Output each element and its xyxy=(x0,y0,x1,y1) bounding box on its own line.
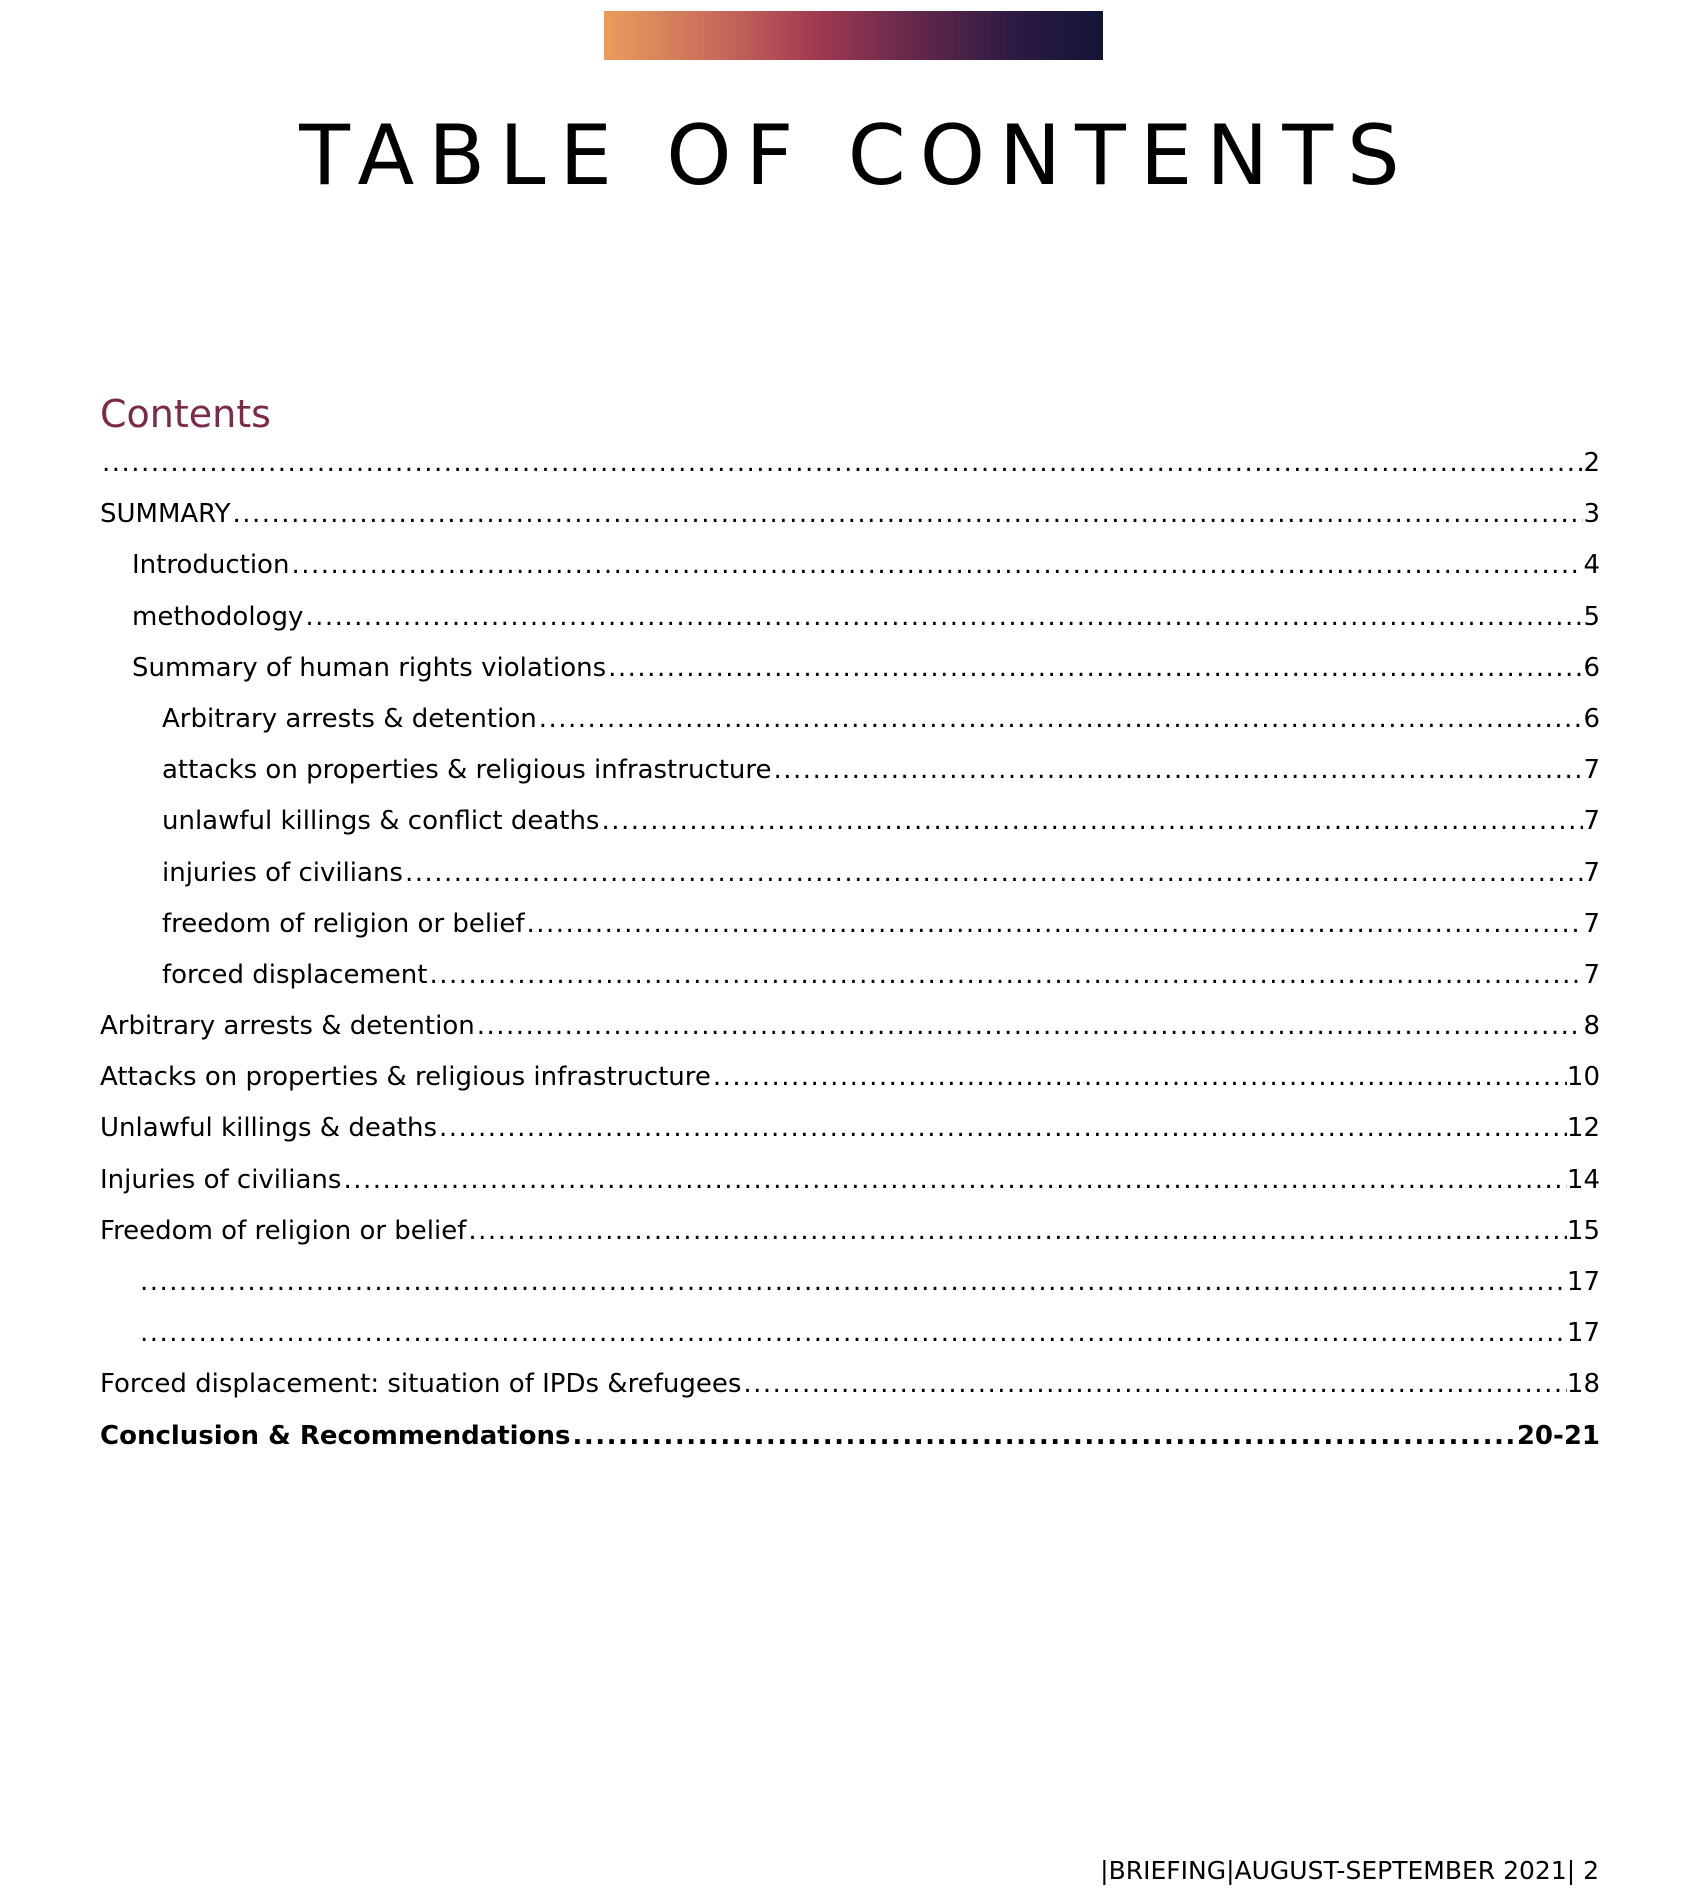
toc-entry-text: freedom of religion or belief xyxy=(162,908,525,939)
toc-entry-methodology[interactable] xyxy=(100,592,1600,643)
toc-page-number: 14 xyxy=(1566,1164,1600,1195)
table-of-contents xyxy=(100,438,1600,1462)
toc-leader-dots xyxy=(741,1359,1567,1410)
toc-page-number: 10 xyxy=(1566,1062,1600,1093)
toc-leader-dots xyxy=(230,489,1583,540)
toc-entry-forced-displacement[interactable] xyxy=(100,1359,1600,1410)
toc-leader-dots xyxy=(711,1052,1567,1103)
toc-entry-text: Arbitrary arrests & detention xyxy=(100,1011,475,1042)
toc-page-number: 6 xyxy=(1583,703,1600,734)
toc-entry-text: Freedom of religion or belief xyxy=(100,1215,467,1246)
toc-entry-introduction[interactable] xyxy=(100,540,1600,591)
toc-leader-dots xyxy=(289,540,1583,591)
toc-entry-text: Introduction xyxy=(132,550,290,581)
toc-entry-text: unlawful killings & conflict deaths xyxy=(162,806,600,837)
toc-leader-dots xyxy=(570,1411,1516,1462)
toc-leader-dots xyxy=(466,1206,1567,1257)
toc-page-number: 17 xyxy=(1566,1318,1600,1349)
toc-entry-text: Attacks on properties & religious infrastructure xyxy=(100,1062,711,1093)
toc-leader-dots xyxy=(537,694,1584,745)
toc-entry-sub-freedom-of-religion[interactable] xyxy=(100,899,1600,950)
toc-entry-unnamed[interactable] xyxy=(100,1257,1600,1308)
toc-page-number: 7 xyxy=(1583,857,1600,888)
toc-page-number: 2 xyxy=(1583,448,1600,478)
toc-leader-dots xyxy=(437,1103,1567,1154)
toc-entry-text: attacks on properties & religious infrastructure xyxy=(162,755,772,786)
toc-entry-sub-unlawful-killings[interactable] xyxy=(100,796,1600,847)
toc-page-number: 17 xyxy=(1566,1267,1600,1297)
toc-page-number: 18 xyxy=(1566,1369,1600,1400)
toc-entry-injuries[interactable] xyxy=(100,1155,1600,1206)
toc-entry-text: Arbitrary arrests & detention xyxy=(162,703,537,734)
decorative-gradient-bar xyxy=(604,11,1103,60)
toc-page-number: 7 xyxy=(1583,959,1600,990)
toc-page-number: 5 xyxy=(1583,601,1600,632)
toc-page-number: 6 xyxy=(1583,652,1600,683)
toc-leader-dots xyxy=(599,796,1583,847)
toc-entry-freedom-of-religion[interactable] xyxy=(100,1206,1600,1257)
toc-entry-sub-arbitrary-arrests[interactable] xyxy=(100,694,1600,745)
toc-entry-attacks-on-properties[interactable] xyxy=(100,1052,1600,1103)
toc-entry-conclusion[interactable] xyxy=(100,1411,1600,1462)
toc-leader-dots xyxy=(606,643,1583,694)
toc-leader-dots xyxy=(341,1155,1566,1206)
toc-entry-sub-injuries[interactable] xyxy=(100,848,1600,899)
toc-page-number: 7 xyxy=(1583,908,1600,939)
toc-entry-text: Injuries of civilians xyxy=(100,1164,342,1195)
toc-leader-dots xyxy=(525,899,1584,950)
toc-page-number: 4 xyxy=(1583,550,1600,581)
toc-entry-text: forced displacement xyxy=(162,959,428,990)
toc-entry-sub-forced-displacement[interactable] xyxy=(100,950,1600,1001)
page-title: TABLE OF CONTENTS xyxy=(299,107,1414,204)
toc-entry-sub-attacks-on-properties[interactable] xyxy=(100,745,1600,796)
toc-leader-dots xyxy=(100,438,1583,489)
toc-leader-dots xyxy=(303,592,1583,643)
toc-entry-text: SUMMARY xyxy=(100,499,231,530)
toc-entry-text: injuries of civilians xyxy=(162,857,403,888)
page-footer: |BRIEFING|AUGUST-SEPTEMBER 2021| 2 xyxy=(1100,1856,1599,1885)
toc-entry-unnamed[interactable] xyxy=(100,1308,1600,1359)
toc-entry-text: Unlawful killings & deaths xyxy=(100,1113,437,1144)
toc-entry-summary-of-violations[interactable] xyxy=(100,643,1600,694)
contents-heading: Contents xyxy=(100,392,271,436)
toc-leader-dots xyxy=(138,1308,1567,1359)
toc-entry-summary[interactable] xyxy=(100,489,1600,540)
toc-entry-text: Forced displacement: situation of IPDs &refugees xyxy=(100,1369,742,1400)
toc-page-number: 15 xyxy=(1566,1215,1600,1246)
toc-entry-text: Summary of human rights violations xyxy=(132,652,607,683)
toc-entry-text: methodology xyxy=(132,601,304,632)
toc-leader-dots xyxy=(772,745,1584,796)
toc-entry-unlawful-killings[interactable] xyxy=(100,1103,1600,1154)
toc-page-number: 8 xyxy=(1583,1011,1600,1042)
toc-leader-dots xyxy=(427,950,1583,1001)
toc-page-number: 3 xyxy=(1583,499,1600,530)
toc-leader-dots xyxy=(403,848,1583,899)
toc-page-number: 12 xyxy=(1566,1113,1600,1144)
toc-leader-dots xyxy=(475,1001,1584,1052)
toc-entry-unnamed[interactable] xyxy=(100,438,1600,489)
toc-entry-arbitrary-arrests[interactable] xyxy=(100,1001,1600,1052)
toc-page-number: 7 xyxy=(1583,755,1600,786)
toc-page-number: 20-21 xyxy=(1516,1420,1600,1451)
toc-entry-text: Conclusion & Recommendations xyxy=(100,1420,571,1451)
toc-leader-dots xyxy=(138,1257,1567,1308)
toc-page-number: 7 xyxy=(1583,806,1600,837)
